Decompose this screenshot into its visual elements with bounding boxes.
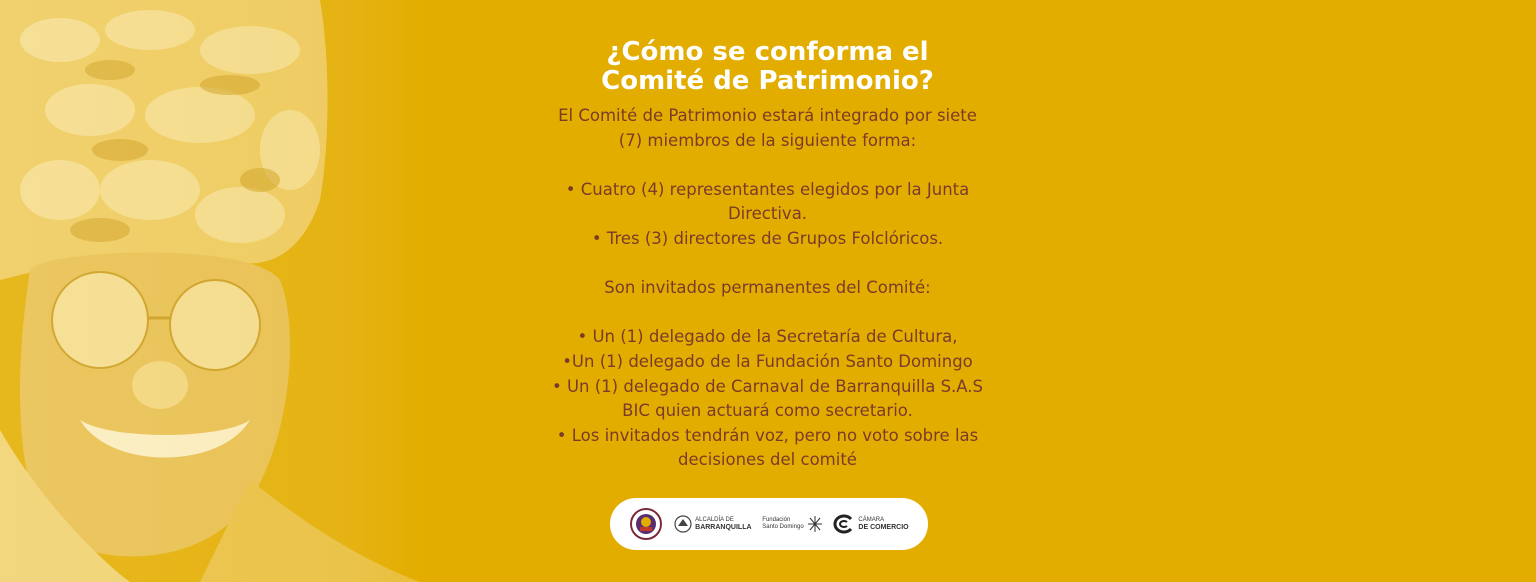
guests-line: • Un (1) delegado de la Secretaría de Cultura, xyxy=(577,327,958,347)
guests-line: • Un (1) delegado de Carnaval de Barranquilla S.A.S xyxy=(551,376,984,396)
camara-line-1: CÁMARA xyxy=(858,517,885,523)
guests-list xyxy=(540,325,995,473)
carnaval-seal-logo xyxy=(629,507,663,541)
members-line: • Tres (3) directores de Grupos Folclóricos. xyxy=(591,228,944,248)
alcaldia-line-1: ALCALDÍA DE xyxy=(695,517,734,523)
alcaldia-line-2: BARRANQUILLA xyxy=(695,524,752,531)
members-line: Directiva. xyxy=(727,204,808,224)
camara-line-2: DE COMERCIO xyxy=(858,524,909,531)
fundacion-line-1: Fundación xyxy=(762,517,791,523)
members-line: • Cuatro (4) representantes elegidos por la Junta xyxy=(565,179,970,199)
guests-line: •Un (1) delegado de la Fundación Santo Domingo xyxy=(562,351,973,371)
fundacion-santo-domingo-logo xyxy=(762,515,822,533)
guests-line: decisiones del comité xyxy=(678,450,857,470)
guests-heading: Son invitados permanentes del Comité: xyxy=(604,278,931,298)
intro-paragraph xyxy=(540,104,995,153)
title-line-1: ¿Cómo se conforma el xyxy=(606,37,929,67)
guests-line: • Los invitados tendrán voz, pero no voto sobre las xyxy=(556,425,979,445)
guests-line: BIC quien actuará como secretario. xyxy=(622,401,913,421)
committee-info xyxy=(540,38,995,473)
sponsor-logos-bar xyxy=(610,498,928,550)
intro-line: (7) miembros de la siguiente forma: xyxy=(618,130,917,150)
title-line-2: Comité de Patrimonio? xyxy=(601,66,934,96)
members-list xyxy=(540,178,995,252)
fundacion-line-2: Santo Domingo xyxy=(762,524,804,530)
camara-de-comercio-logo xyxy=(833,514,908,534)
alcaldia-barranquilla-logo xyxy=(674,515,751,533)
intro-line: El Comité de Patrimonio estará integrado por siete xyxy=(558,106,977,125)
carnival-performer-portrait xyxy=(0,0,420,582)
page-title xyxy=(540,38,995,96)
